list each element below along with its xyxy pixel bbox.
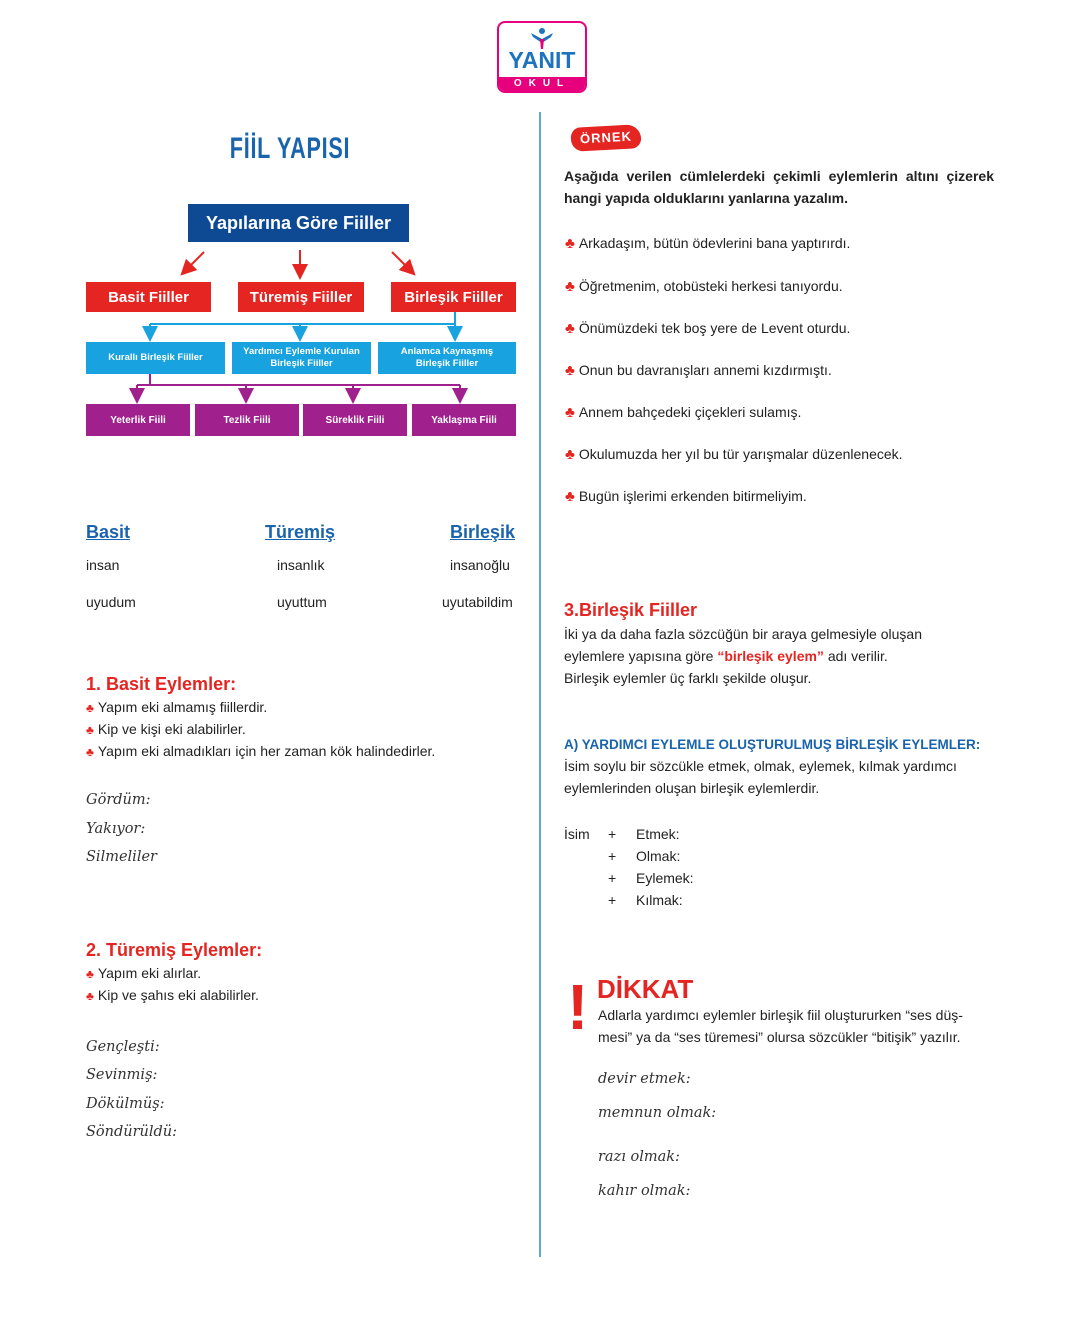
basit-eylemler-title: 1. Basit Eylemler: — [86, 674, 237, 694]
word-insanoglu: insanoğlu — [450, 557, 510, 573]
col-header-turemis: Türemiş — [265, 522, 336, 542]
dikkat-title: DİKKAT — [597, 974, 694, 1004]
diagram-sureklik: Süreklik Fiili — [303, 404, 407, 436]
turemis-bullet: ♣ Kip ve şahıs eki alabilirler. — [86, 987, 259, 1003]
example-kahir-olmak: kahır olmak: — [598, 1183, 691, 1199]
example-sevinmis: Sevinmiş: — [86, 1067, 158, 1083]
verb-eylemek: Eylemek: — [636, 870, 694, 886]
club-icon: ♣ — [565, 362, 575, 379]
club-icon: ♣ — [565, 235, 575, 252]
sentence-item: ♣ Arkadaşım, bütün ödevlerini bana yaptırırdı. — [565, 235, 851, 252]
word-uyutabildim: uyutabildim — [442, 594, 513, 610]
club-icon: ♣ — [565, 404, 575, 421]
plus-sign: + — [608, 826, 617, 842]
example-razi-olmak: razı olmak: — [598, 1149, 680, 1165]
diagram-kuralli-birlesik: Kurallı Birleşik Fiiller — [86, 342, 225, 374]
verb-etmek: Etmek: — [636, 826, 680, 842]
verb-kilmak: Kılmak: — [636, 892, 683, 908]
ornek-badge: ÖRNEK — [570, 124, 641, 152]
club-icon: ♣ — [86, 967, 94, 981]
dikkat-line2: mesi” ya da “ses türemesi” olursa sözcükler “bitişik” yazılır. — [598, 1029, 961, 1045]
example-memnun-olmak: memnun olmak: — [598, 1105, 717, 1121]
club-icon: ♣ — [86, 723, 94, 737]
example-yakiyor: Yakıyor: — [86, 821, 146, 837]
word-uyuttum: uyuttum — [277, 594, 327, 610]
club-icon: ♣ — [565, 278, 575, 295]
sentence-item: ♣ Onun bu davranışları annemi kızdırmıştı. — [565, 362, 832, 379]
yardimci-line1: İsim soylu bir sözcükle etmek, olmak, eylemek, kılmak yardımcı — [564, 758, 957, 774]
basit-bullet: ♣ Yapım eki almamış fiillerdir. — [86, 699, 268, 715]
plus-sign: + — [608, 870, 617, 886]
sentence-item: ♣ Öğretmenim, otobüsteki herkesi tanıyordu. — [565, 278, 843, 295]
example-genclesti: Gençleşti: — [86, 1039, 160, 1055]
turemis-eylemler-title: 2. Türemiş Eylemler: — [86, 940, 263, 960]
verb-olmak: Olmak: — [636, 848, 681, 864]
ornek-instruction: Aşağıda verilen cümlelerdeki çekimli eylemlerin altını çizerek hangi yapıda olduklarını yanlarına yazalım. — [564, 168, 994, 206]
diagram-anlamca-kaynasmis: Anlamca Kaynaşmış Birleşik Fiiller — [378, 342, 516, 374]
diagram-yardimci-eylemle: Yardımcı Eylemle Kurulan Birleşik Fiiller — [232, 342, 371, 374]
diagram-turemis-fiiller: Türemiş Fiiller — [238, 282, 364, 312]
sentence-item: ♣ Önümüzdeki tek boş yere de Levent oturdu. — [565, 320, 851, 337]
logo-sub: OKUL — [499, 77, 585, 91]
yardimci-line2: eylemlerinden oluşan birleşik eylemlerdir. — [564, 780, 820, 796]
word-uyudum: uyudum — [86, 594, 136, 610]
diagram-root: Yapılarına Göre Fiiller — [188, 204, 409, 242]
birlesik-line2: eylemlere yapısına göre “birleşik eylem” adı verilir. — [564, 648, 888, 664]
example-devir-etmek: devir etmek: — [598, 1071, 691, 1087]
basit-bullet: ♣ Yapım eki almadıkları için her zaman kök halindedirler. — [86, 743, 436, 759]
sentence-item: ♣ Okulumuzda her yıl bu tür yarışmalar düzenlenecek. — [565, 446, 903, 463]
birlesik-line3: Birleşik eylemler üç farklı şekilde oluşur. — [564, 670, 812, 686]
example-sonduruldu: Söndürüldü: — [86, 1124, 178, 1140]
club-icon: ♣ — [565, 320, 575, 337]
page-title: FİİL YAPISI — [229, 132, 351, 165]
diagram-tezlik: Tezlik Fiili — [195, 404, 299, 436]
isim-label: İsim — [564, 826, 590, 842]
club-icon: ♣ — [86, 745, 94, 759]
exclamation-icon: ! — [567, 971, 589, 1043]
yardimci-title: A) YARDIMCI EYLEMLE OLUŞTURULMUŞ BİRLEŞİK EYLEMLER: — [564, 737, 981, 752]
word-insanlik: insanlık — [277, 557, 325, 573]
arrow-to-basit — [186, 252, 204, 270]
sentence-item: ♣ Annem bahçedeki çiçekleri sulamış. — [565, 404, 802, 421]
col-header-basit: Basit — [86, 522, 131, 542]
col-header-birlesik: Birleşik — [450, 522, 516, 542]
turemis-bullet: ♣ Yapım eki alırlar. — [86, 965, 202, 981]
example-dokulmus: Dökülmüş: — [86, 1096, 165, 1112]
diagram-basit-fiiller: Basit Fiiller — [86, 282, 211, 312]
diagram-yeterlik: Yeterlik Fiili — [86, 404, 190, 436]
example-gordum: Gördüm: — [86, 792, 151, 808]
diagram-yaklasma: Yaklaşma Fiili — [412, 404, 516, 436]
plus-sign: + — [608, 848, 617, 864]
club-icon: ♣ — [86, 989, 94, 1003]
club-icon: ♣ — [565, 488, 575, 505]
example-silmeliler: Silmeliler — [86, 849, 157, 865]
birlesik-fiiller-title: 3.Birleşik Fiiller — [564, 600, 698, 620]
word-insan: insan — [86, 557, 120, 573]
dikkat-line1: Adlarla yardımcı eylemler birleşik fiil oluştururken “ses düş- — [598, 1007, 963, 1023]
club-icon: ♣ — [86, 701, 94, 715]
birlesik-line1: İki ya da daha fazla sözcüğün bir araya gelmesiyle oluşan — [564, 626, 922, 642]
logo-brand: YANIT — [508, 47, 576, 73]
birlesik-eylem-term: “birleşik eylem” — [717, 648, 824, 664]
basit-bullet: ♣ Kip ve kişi eki alabilirler. — [86, 721, 246, 737]
plus-sign: + — [608, 892, 617, 908]
diagram-birlesik-fiiller: Birleşik Fiiller — [391, 282, 516, 312]
club-icon: ♣ — [565, 446, 575, 463]
arrow-to-birlesik — [392, 252, 410, 270]
sentence-item: ♣ Bugün işlerimi erkenden bitirmeliyim. — [565, 488, 807, 505]
